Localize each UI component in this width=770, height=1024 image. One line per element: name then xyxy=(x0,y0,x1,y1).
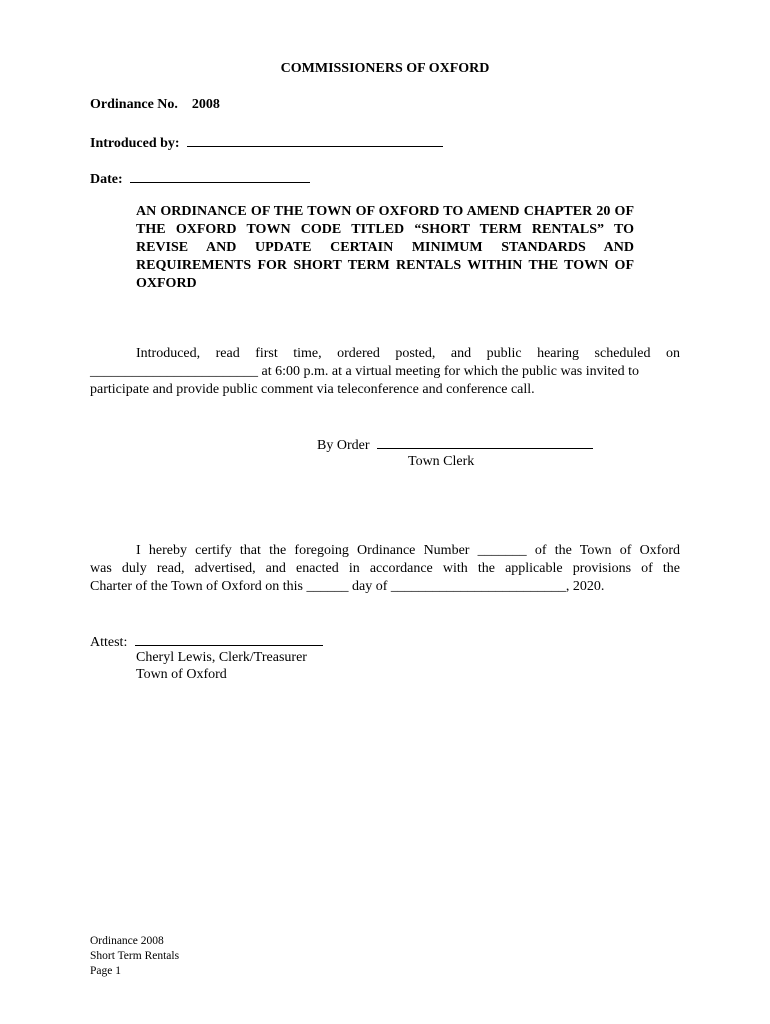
footer-page-number: Page 1 xyxy=(90,965,121,977)
certification-line-1: I hereby certify that the foregoing Ordinance Number _______ of the Town of Oxford xyxy=(136,543,680,558)
hearing-date-blank: ________________________ xyxy=(90,364,258,379)
ordinance-number: 2008 xyxy=(191,97,220,112)
introduced-by-label: Introduced by: xyxy=(90,136,180,151)
attest-label: Attest: xyxy=(90,635,128,650)
date-label: Date: xyxy=(90,172,123,187)
page-footer xyxy=(90,934,179,979)
ordinance-number-row xyxy=(90,96,220,114)
attest-signature-line xyxy=(135,631,323,646)
footer-subject: Short Term Rentals xyxy=(90,950,180,962)
certification-paragraph xyxy=(90,542,680,596)
introduction-line-2-text: at 6:00 p.m. at a virtual meeting for which the public was invited to xyxy=(258,364,640,379)
attest-name: Cheryl Lewis, Clerk/Treasurer xyxy=(136,650,307,665)
introduction-paragraph xyxy=(90,345,680,399)
certification-line-3: Charter of the Town of Oxford on this ______ day of _________________________, 2020. xyxy=(90,579,605,594)
date-row xyxy=(90,168,310,189)
document-title: COMMISSIONERS OF OXFORD xyxy=(280,61,490,76)
by-order-label: By Order xyxy=(317,438,370,453)
introduced-by-blank xyxy=(187,132,443,147)
introduction-line-2 xyxy=(90,363,680,381)
by-order-row xyxy=(317,434,593,455)
ordinance-label: Ordinance No. xyxy=(90,97,178,112)
ordinance-subject: AN ORDINANCE OF THE TOWN OF OXFORD TO AMEND CHAPTER 20 OF THE OXFORD TOWN CODE TITLED “SHORT TERM RENTALS” TO REVISE AND UPDATE CERTAIN MINIMUM STANDARDS AND REQUIREMENTS FOR SHORT TERM RENTALS WITHIN THE TOWN OF OXFORD xyxy=(136,204,634,291)
date-blank xyxy=(130,168,310,183)
introduction-line-1: Introduced, read first time, ordered posted, and public hearing scheduled on xyxy=(136,346,680,361)
introduction-line-3: participate and provide public comment via teleconference and conference call. xyxy=(90,382,535,397)
footer-ordinance: Ordinance 2008 xyxy=(90,935,164,947)
by-order-signature-line xyxy=(377,434,593,449)
certification-line-2: was duly read, advertised, and enacted in accordance with the applicable provisions of the xyxy=(90,561,680,576)
introduced-by-row xyxy=(90,132,443,153)
town-clerk-title: Town Clerk xyxy=(408,454,475,469)
attest-organization: Town of Oxford xyxy=(136,667,227,682)
